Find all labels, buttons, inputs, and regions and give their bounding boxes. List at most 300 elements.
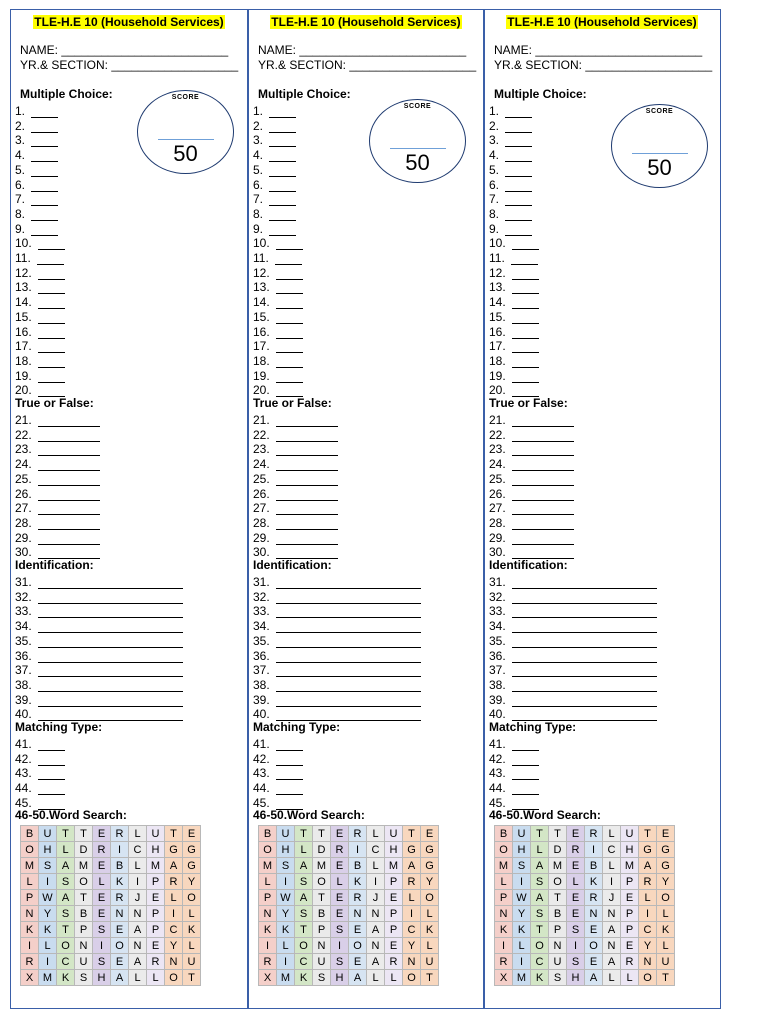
grid-cell[interactable]: G xyxy=(183,842,201,858)
grid-cell[interactable]: I xyxy=(39,874,57,890)
grid-cell[interactable]: K xyxy=(657,922,675,938)
grid-cell[interactable]: H xyxy=(39,842,57,858)
grid-cell[interactable]: K xyxy=(111,874,129,890)
grid-cell[interactable]: M xyxy=(621,858,639,874)
grid-cell[interactable]: H xyxy=(147,842,165,858)
grid-cell[interactable]: S xyxy=(531,874,549,890)
grid-cell[interactable]: S xyxy=(549,970,567,986)
grid-cell[interactable]: A xyxy=(111,970,129,986)
grid-cell[interactable]: L xyxy=(21,874,39,890)
grid-cell[interactable]: O xyxy=(111,938,129,954)
grid-cell[interactable]: E xyxy=(147,938,165,954)
grid-cell[interactable]: C xyxy=(639,922,657,938)
grid-cell[interactable]: E xyxy=(93,858,111,874)
grid-cell[interactable]: D xyxy=(313,842,331,858)
grid-cell[interactable]: P xyxy=(385,874,403,890)
grid-cell[interactable]: E xyxy=(93,826,111,842)
grid-cell[interactable]: E xyxy=(567,906,585,922)
grid-cell[interactable]: L xyxy=(421,906,439,922)
grid-cell[interactable]: R xyxy=(585,826,603,842)
grid-cell[interactable]: L xyxy=(367,826,385,842)
grid-cell[interactable]: X xyxy=(21,970,39,986)
grid-cell[interactable]: G xyxy=(657,858,675,874)
grid-cell[interactable]: H xyxy=(621,842,639,858)
grid-cell[interactable]: B xyxy=(75,906,93,922)
grid-cell[interactable]: R xyxy=(111,890,129,906)
grid-cell[interactable]: G xyxy=(421,858,439,874)
answer-blank[interactable] xyxy=(512,445,574,456)
answer-blank[interactable] xyxy=(38,637,183,648)
answer-blank[interactable] xyxy=(38,696,183,707)
grid-cell[interactable]: O xyxy=(531,938,549,954)
grid-cell[interactable]: E xyxy=(585,922,603,938)
grid-cell[interactable]: L xyxy=(603,826,621,842)
grid-cell[interactable]: G xyxy=(403,842,421,858)
grid-cell[interactable]: E xyxy=(331,890,349,906)
answer-blank[interactable] xyxy=(276,475,338,486)
grid-cell[interactable]: M xyxy=(277,970,295,986)
grid-cell[interactable]: N xyxy=(349,906,367,922)
grid-cell[interactable]: N xyxy=(75,938,93,954)
answer-blank[interactable] xyxy=(276,445,338,456)
grid-cell[interactable]: S xyxy=(39,858,57,874)
answer-blank[interactable] xyxy=(38,622,183,633)
grid-cell[interactable]: E xyxy=(183,826,201,842)
answer-blank[interactable] xyxy=(276,769,303,780)
grid-cell[interactable]: C xyxy=(367,842,385,858)
answer-blank[interactable] xyxy=(512,490,574,501)
grid-cell[interactable]: K xyxy=(295,970,313,986)
grid-cell[interactable]: L xyxy=(603,970,621,986)
grid-cell[interactable]: M xyxy=(147,858,165,874)
grid-cell[interactable]: A xyxy=(57,890,75,906)
grid-cell[interactable]: A xyxy=(129,954,147,970)
grid-cell[interactable]: I xyxy=(603,874,621,890)
grid-cell[interactable]: A xyxy=(165,858,183,874)
answer-blank[interactable] xyxy=(276,416,338,427)
grid-cell[interactable]: E xyxy=(349,922,367,938)
answer-blank[interactable] xyxy=(38,269,65,280)
grid-cell[interactable]: E xyxy=(567,890,585,906)
grid-cell[interactable]: I xyxy=(277,874,295,890)
grid-cell[interactable]: I xyxy=(513,954,531,970)
grid-cell[interactable]: Y xyxy=(277,906,295,922)
grid-cell[interactable]: L xyxy=(657,906,675,922)
answer-blank[interactable] xyxy=(512,342,539,353)
grid-cell[interactable]: B xyxy=(111,858,129,874)
grid-cell[interactable]: M xyxy=(495,858,513,874)
answer-blank[interactable] xyxy=(512,475,574,486)
grid-cell[interactable]: I xyxy=(585,842,603,858)
grid-cell[interactable]: L xyxy=(385,970,403,986)
grid-cell[interactable]: R xyxy=(349,826,367,842)
name-field[interactable]: NAME: _________________________ xyxy=(20,43,229,57)
grid-cell[interactable]: A xyxy=(295,890,313,906)
grid-cell[interactable]: L xyxy=(603,858,621,874)
grid-cell[interactable]: A xyxy=(603,954,621,970)
grid-cell[interactable]: C xyxy=(165,922,183,938)
grid-cell[interactable]: L xyxy=(331,874,349,890)
answer-blank[interactable] xyxy=(31,136,58,147)
answer-blank[interactable] xyxy=(31,107,58,118)
grid-cell[interactable]: R xyxy=(585,890,603,906)
answer-blank[interactable] xyxy=(38,283,65,294)
grid-cell[interactable]: H xyxy=(567,970,585,986)
grid-cell[interactable]: S xyxy=(567,922,585,938)
grid-cell[interactable]: L xyxy=(39,938,57,954)
grid-cell[interactable]: I xyxy=(403,906,421,922)
grid-cell[interactable]: T xyxy=(549,890,567,906)
answer-blank[interactable] xyxy=(512,652,657,663)
grid-cell[interactable]: W xyxy=(277,890,295,906)
answer-blank[interactable] xyxy=(276,534,338,545)
grid-cell[interactable]: A xyxy=(531,858,549,874)
answer-blank[interactable] xyxy=(505,107,532,118)
answer-blank[interactable] xyxy=(269,136,296,147)
grid-cell[interactable]: K xyxy=(57,970,75,986)
answer-blank[interactable] xyxy=(269,181,296,192)
answer-blank[interactable] xyxy=(276,755,303,766)
answer-blank[interactable] xyxy=(512,784,539,795)
grid-cell[interactable]: I xyxy=(259,938,277,954)
answer-blank[interactable] xyxy=(512,755,539,766)
answer-blank[interactable] xyxy=(38,652,183,663)
answer-blank[interactable] xyxy=(269,151,296,162)
grid-cell[interactable]: C xyxy=(57,954,75,970)
grid-cell[interactable]: O xyxy=(295,938,313,954)
answer-blank[interactable] xyxy=(269,210,296,221)
grid-cell[interactable]: L xyxy=(495,874,513,890)
grid-cell[interactable]: O xyxy=(349,938,367,954)
answer-blank[interactable] xyxy=(512,681,657,692)
grid-cell[interactable]: E xyxy=(385,890,403,906)
answer-blank[interactable] xyxy=(38,313,65,324)
answer-blank[interactable] xyxy=(512,298,539,309)
grid-cell[interactable]: E xyxy=(331,826,349,842)
grid-cell[interactable]: N xyxy=(21,906,39,922)
answer-blank[interactable] xyxy=(31,210,58,221)
grid-cell[interactable]: T xyxy=(639,826,657,842)
grid-cell[interactable]: K xyxy=(585,874,603,890)
grid-cell[interactable]: N xyxy=(165,954,183,970)
answer-blank[interactable] xyxy=(505,136,532,147)
answer-blank[interactable] xyxy=(31,122,58,133)
answer-blank[interactable] xyxy=(512,519,574,530)
grid-cell[interactable]: U xyxy=(621,826,639,842)
grid-cell[interactable]: U xyxy=(75,954,93,970)
answer-blank[interactable] xyxy=(38,593,183,604)
answer-blank[interactable] xyxy=(276,357,303,368)
grid-cell[interactable]: S xyxy=(295,874,313,890)
grid-cell[interactable]: O xyxy=(57,938,75,954)
grid-cell[interactable]: R xyxy=(21,954,39,970)
grid-cell[interactable]: P xyxy=(621,906,639,922)
grid-cell[interactable]: M xyxy=(313,858,331,874)
grid-cell[interactable]: Y xyxy=(639,938,657,954)
grid-cell[interactable]: T xyxy=(549,826,567,842)
grid-cell[interactable]: T xyxy=(295,922,313,938)
grid-cell[interactable]: A xyxy=(531,890,549,906)
grid-cell[interactable]: C xyxy=(531,954,549,970)
grid-cell[interactable]: R xyxy=(385,954,403,970)
grid-cell[interactable]: R xyxy=(147,954,165,970)
answer-blank[interactable] xyxy=(512,578,657,589)
section-field[interactable]: YR.& SECTION: ___________________ xyxy=(20,58,239,72)
grid-cell[interactable]: B xyxy=(549,906,567,922)
grid-cell[interactable]: N xyxy=(549,938,567,954)
answer-blank[interactable] xyxy=(512,328,539,339)
grid-cell[interactable]: R xyxy=(349,890,367,906)
grid-cell[interactable]: I xyxy=(21,938,39,954)
answer-blank[interactable] xyxy=(276,460,338,471)
answer-blank[interactable] xyxy=(269,195,296,206)
grid-cell[interactable]: J xyxy=(129,890,147,906)
grid-cell[interactable]: E xyxy=(349,954,367,970)
grid-cell[interactable]: N xyxy=(313,938,331,954)
answer-blank[interactable] xyxy=(38,534,100,545)
answer-blank[interactable] xyxy=(276,593,421,604)
grid-cell[interactable]: I xyxy=(111,842,129,858)
grid-cell[interactable]: A xyxy=(349,970,367,986)
grid-cell[interactable]: L xyxy=(367,970,385,986)
grid-cell[interactable]: L xyxy=(57,842,75,858)
grid-cell[interactable]: E xyxy=(147,890,165,906)
answer-blank[interactable] xyxy=(276,519,338,530)
grid-cell[interactable]: H xyxy=(385,842,403,858)
grid-cell[interactable]: E xyxy=(657,826,675,842)
grid-cell[interactable]: P xyxy=(75,922,93,938)
answer-blank[interactable] xyxy=(31,166,58,177)
grid-cell[interactable]: O xyxy=(421,890,439,906)
answer-blank[interactable] xyxy=(512,607,657,618)
grid-cell[interactable]: A xyxy=(367,954,385,970)
answer-blank[interactable] xyxy=(505,225,532,236)
grid-cell[interactable]: I xyxy=(277,954,295,970)
grid-cell[interactable]: B xyxy=(349,858,367,874)
answer-blank[interactable] xyxy=(276,342,303,353)
grid-cell[interactable]: L xyxy=(531,842,549,858)
grid-cell[interactable]: T xyxy=(75,826,93,842)
grid-cell[interactable]: T xyxy=(313,890,331,906)
answer-blank[interactable] xyxy=(38,740,65,751)
grid-cell[interactable]: C xyxy=(403,922,421,938)
grid-cell[interactable]: L xyxy=(421,938,439,954)
grid-cell[interactable]: K xyxy=(495,922,513,938)
grid-cell[interactable]: I xyxy=(165,906,183,922)
grid-cell[interactable]: K xyxy=(531,970,549,986)
answer-blank[interactable] xyxy=(512,666,657,677)
answer-blank[interactable] xyxy=(38,460,100,471)
grid-cell[interactable]: Y xyxy=(657,874,675,890)
grid-cell[interactable]: E xyxy=(385,938,403,954)
answer-blank[interactable] xyxy=(38,298,65,309)
answer-blank[interactable] xyxy=(511,254,538,265)
grid-cell[interactable]: G xyxy=(165,842,183,858)
grid-cell[interactable]: M xyxy=(549,858,567,874)
answer-blank[interactable] xyxy=(38,475,100,486)
grid-cell[interactable]: H xyxy=(277,842,295,858)
grid-cell[interactable]: N xyxy=(259,906,277,922)
grid-cell[interactable]: G xyxy=(639,842,657,858)
grid-cell[interactable]: U xyxy=(549,954,567,970)
answer-blank[interactable] xyxy=(276,637,421,648)
grid-cell[interactable]: E xyxy=(331,858,349,874)
grid-cell[interactable]: O xyxy=(639,970,657,986)
grid-cell[interactable]: Y xyxy=(183,874,201,890)
answer-blank[interactable] xyxy=(276,652,421,663)
grid-cell[interactable]: U xyxy=(277,826,295,842)
grid-cell[interactable]: L xyxy=(93,874,111,890)
grid-cell[interactable]: P xyxy=(259,890,277,906)
answer-blank[interactable] xyxy=(38,681,183,692)
grid-cell[interactable]: U xyxy=(147,826,165,842)
grid-cell[interactable]: N xyxy=(495,906,513,922)
grid-cell[interactable]: K xyxy=(349,874,367,890)
grid-cell[interactable]: R xyxy=(93,842,111,858)
answer-blank[interactable] xyxy=(505,195,532,206)
grid-cell[interactable]: N xyxy=(603,938,621,954)
grid-cell[interactable]: D xyxy=(75,842,93,858)
grid-cell[interactable]: A xyxy=(603,922,621,938)
grid-cell[interactable]: R xyxy=(111,826,129,842)
grid-cell[interactable]: J xyxy=(367,890,385,906)
grid-cell[interactable]: K xyxy=(259,922,277,938)
grid-cell[interactable]: L xyxy=(165,890,183,906)
grid-cell[interactable]: L xyxy=(183,906,201,922)
grid-cell[interactable]: M xyxy=(259,858,277,874)
grid-cell[interactable]: E xyxy=(567,826,585,842)
grid-cell[interactable]: T xyxy=(57,826,75,842)
answer-blank[interactable] xyxy=(276,313,303,324)
grid-cell[interactable]: B xyxy=(259,826,277,842)
grid-cell[interactable]: L xyxy=(129,858,147,874)
grid-cell[interactable]: I xyxy=(567,938,585,954)
answer-blank[interactable] xyxy=(276,372,303,383)
grid-cell[interactable]: O xyxy=(259,842,277,858)
answer-blank[interactable] xyxy=(512,740,539,751)
section-field[interactable]: YR.& SECTION: ___________________ xyxy=(258,58,477,72)
grid-cell[interactable]: U xyxy=(421,954,439,970)
answer-blank[interactable] xyxy=(512,313,539,324)
answer-blank[interactable] xyxy=(276,490,338,501)
grid-cell[interactable]: A xyxy=(585,970,603,986)
grid-cell[interactable]: O xyxy=(75,874,93,890)
grid-cell[interactable]: O xyxy=(165,970,183,986)
grid-cell[interactable]: K xyxy=(39,922,57,938)
grid-cell[interactable]: L xyxy=(621,970,639,986)
grid-cell[interactable]: G xyxy=(421,842,439,858)
answer-blank[interactable] xyxy=(38,490,100,501)
grid-cell[interactable]: N xyxy=(585,906,603,922)
answer-blank[interactable] xyxy=(512,622,657,633)
grid-cell[interactable]: M xyxy=(21,858,39,874)
answer-blank[interactable] xyxy=(276,431,338,442)
answer-blank[interactable] xyxy=(31,225,58,236)
grid-cell[interactable]: E xyxy=(111,954,129,970)
grid-cell[interactable]: P xyxy=(385,906,403,922)
grid-cell[interactable]: S xyxy=(513,858,531,874)
grid-cell[interactable]: R xyxy=(495,954,513,970)
answer-blank[interactable] xyxy=(512,534,574,545)
grid-cell[interactable]: R xyxy=(403,874,421,890)
grid-cell[interactable]: E xyxy=(111,922,129,938)
answer-blank[interactable] xyxy=(512,431,574,442)
grid-cell[interactable]: W xyxy=(39,890,57,906)
answer-blank[interactable] xyxy=(276,622,421,633)
grid-cell[interactable]: Y xyxy=(403,938,421,954)
grid-cell[interactable]: U xyxy=(183,954,201,970)
grid-cell[interactable]: A xyxy=(367,922,385,938)
answer-blank[interactable] xyxy=(38,328,65,339)
grid-cell[interactable]: T xyxy=(421,970,439,986)
grid-cell[interactable]: T xyxy=(183,970,201,986)
grid-cell[interactable]: Y xyxy=(421,874,439,890)
grid-cell[interactable]: X xyxy=(259,970,277,986)
grid-cell[interactable]: U xyxy=(313,954,331,970)
answer-blank[interactable] xyxy=(512,637,657,648)
grid-cell[interactable]: I xyxy=(513,874,531,890)
grid-cell[interactable]: K xyxy=(277,922,295,938)
answer-blank[interactable] xyxy=(505,122,532,133)
answer-blank[interactable] xyxy=(512,357,539,368)
grid-cell[interactable]: N xyxy=(367,938,385,954)
grid-cell[interactable]: O xyxy=(183,890,201,906)
grid-cell[interactable]: O xyxy=(657,890,675,906)
grid-cell[interactable]: B xyxy=(21,826,39,842)
grid-cell[interactable]: T xyxy=(57,922,75,938)
answer-blank[interactable] xyxy=(276,696,421,707)
grid-cell[interactable]: T xyxy=(531,922,549,938)
answer-blank[interactable] xyxy=(512,372,539,383)
grid-cell[interactable]: S xyxy=(313,970,331,986)
grid-cell[interactable]: H xyxy=(93,970,111,986)
grid-cell[interactable]: L xyxy=(513,938,531,954)
grid-cell[interactable]: O xyxy=(313,874,331,890)
grid-cell[interactable]: L xyxy=(657,938,675,954)
grid-cell[interactable]: L xyxy=(639,890,657,906)
grid-cell[interactable]: I xyxy=(39,954,57,970)
grid-cell[interactable]: S xyxy=(331,954,349,970)
answer-blank[interactable] xyxy=(276,504,338,515)
grid-cell[interactable]: E xyxy=(621,938,639,954)
grid-cell[interactable]: A xyxy=(639,858,657,874)
grid-cell[interactable]: R xyxy=(331,842,349,858)
answer-blank[interactable] xyxy=(512,460,574,471)
answer-blank[interactable] xyxy=(276,239,303,250)
answer-blank[interactable] xyxy=(38,372,65,383)
grid-cell[interactable]: T xyxy=(531,826,549,842)
answer-blank[interactable] xyxy=(276,607,421,618)
grid-cell[interactable]: A xyxy=(129,922,147,938)
grid-cell[interactable]: S xyxy=(93,922,111,938)
grid-cell[interactable]: S xyxy=(57,874,75,890)
answer-blank[interactable] xyxy=(512,239,539,250)
grid-cell[interactable]: T xyxy=(403,826,421,842)
answer-blank[interactable] xyxy=(276,666,421,677)
answer-blank[interactable] xyxy=(38,239,65,250)
answer-blank[interactable] xyxy=(38,578,183,589)
grid-cell[interactable]: R xyxy=(639,874,657,890)
grid-cell[interactable]: P xyxy=(621,874,639,890)
answer-blank[interactable] xyxy=(31,181,58,192)
grid-cell[interactable]: T xyxy=(657,970,675,986)
grid-cell[interactable]: N xyxy=(403,954,421,970)
grid-cell[interactable]: P xyxy=(21,890,39,906)
grid-cell[interactable]: P xyxy=(147,906,165,922)
grid-cell[interactable]: B xyxy=(313,906,331,922)
grid-cell[interactable]: E xyxy=(93,906,111,922)
answer-blank[interactable] xyxy=(276,578,421,589)
